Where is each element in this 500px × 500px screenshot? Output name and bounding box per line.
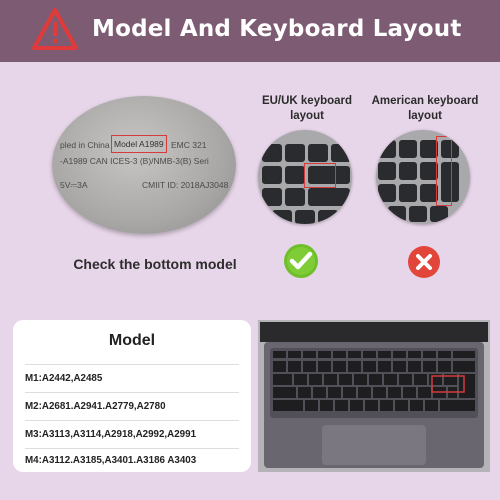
cmiit-id-text: CMIIT ID: 2018AJ3048 (142, 180, 229, 190)
enter-key-highlight (436, 136, 452, 206)
model-list-card (13, 320, 251, 472)
model-row: M1:A2442,A2485 (25, 364, 239, 392)
model-card-title: Model (108, 332, 156, 349)
check-model-caption: Check the bottom model (73, 256, 237, 272)
page-title: Model And Keyboard Layout (92, 16, 462, 42)
bottom-case-photo (52, 96, 236, 234)
header-banner (0, 0, 500, 62)
model-number-highlight: Model A1989 (111, 135, 167, 153)
check-icon (283, 243, 319, 279)
laptop-keyboard-photo (258, 320, 490, 472)
american-keyboard-closeup (376, 130, 470, 224)
american-layout-label: American keyboard layout (371, 95, 479, 122)
eu-uk-keyboard-closeup (258, 130, 352, 224)
bottom-case-text: -A1989 CAN ICES-3 (B)/NMB-3(B) Seri (60, 156, 209, 166)
enter-key-highlight (304, 163, 336, 188)
model-row: M2:A2681.A2941.A2779,A2780 (25, 392, 239, 420)
bottom-case-text: 5V⎓3A (60, 180, 88, 190)
model-row: M3:A3113,A3114,A2918,A2992,A2991 (25, 420, 239, 448)
cross-icon (407, 245, 441, 279)
bottom-case-text: pled in China (60, 140, 110, 150)
warning-triangle-icon (32, 7, 78, 51)
model-row: M4:A3112.A3185,A3401.A3186 A3403 (25, 448, 239, 470)
bottom-case-text: EMC 321 (171, 140, 207, 150)
eu-uk-layout-label: EU/UK keyboard layout (261, 95, 353, 122)
